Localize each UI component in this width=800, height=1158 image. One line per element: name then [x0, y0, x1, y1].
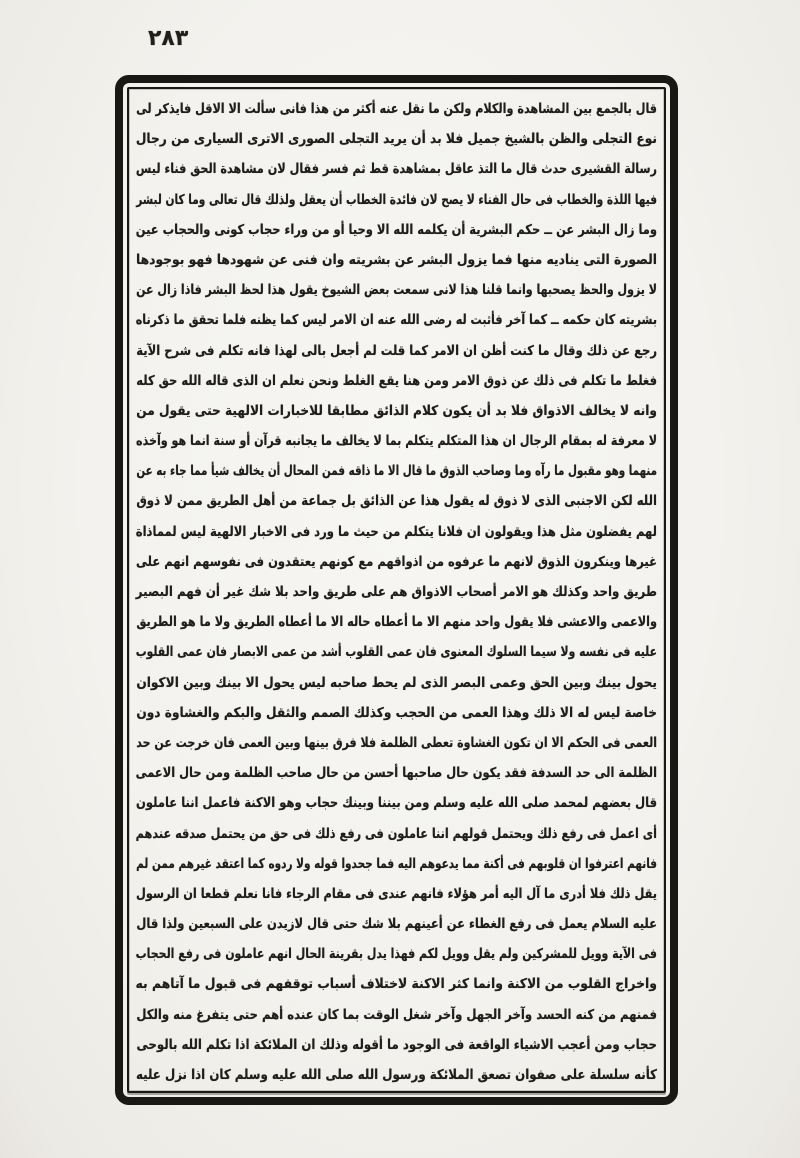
text-line: فيها اللذة والخطاب فى حال الفناء لا يصح لان فائدة الخطاب أن يعقل ولذلك قال تعالى وما كان لبشر — [136, 191, 657, 208]
text-line: عليه السلام يعمل فى رفع الغطاء عن أعينهم بلا شك حتى قال لازيدن على السبعين ولذا قال — [136, 916, 657, 933]
text-line: كأنه سلسلة على صفوان تصعق الملائكة ورسول الله صلى الله عليه وسلم كان اذا نزل عليه — [135, 1067, 657, 1083]
text-line: حجاب ومن أعجب الاشياء الواقعة فى الوجود ما أقوله وذلك ان الملائكة اذا تكلم الله بالوحى — [136, 1036, 657, 1053]
text-line: خاصة ليس له الا ذلك وهذا العمى من الحجب وكذلك الصمم والثقل والبكم والغشاوة دون — [136, 704, 658, 721]
text-line: طريق واحد وكذلك هو الامر أصحاب الاذواق هم على طريق واحد بلا شك غير أن فهم البصير — [135, 584, 657, 600]
text-frame — [127, 87, 666, 1093]
text-line: الظلمة الى حد السدفة فقد يكون حال صاحبها أحسن من حال صاحب الظلمة ومن حال الاعمى — [135, 765, 657, 782]
text-line: عليه فى نفسه ولا سيما السلوك المعنوى فان عمى القلوب أشد من عمى الابصار فان عمى القلوب — [135, 644, 657, 661]
text-line: يحول بينك وبين الحق وعمى البصر الذى لم يحط صاحبه ليس يحول الا بينك وبين الاكوان — [136, 674, 657, 691]
text-line: قال بالجمع بين المشاهدة والكلام ولكن ما نقل عنه أكثر من هذا فانى سألت الا الاقل فايذكر لى — [136, 101, 658, 117]
text-line: واخراج القلوب من الاكنة وانما كثر الاكنة لاختلاف أسباب توقفهم فى قبول ما آتاهم به — [135, 976, 657, 993]
text-line: فانهم اعترفوا ان قلوبهم فى أكنة مما يدعوهم اليه فما جحدوا قوله ولا ردوه كما اعتقد غيرهم ممن لم — [136, 855, 658, 872]
text-line: أى اعمل فى رفع ذلك ويحتمل قولهم اننا عاملون فى رفع ذلك فى حق من يحتمل صدقه عندهم — [135, 825, 657, 842]
text-line: فى الآية وويل للمشركين ولم يقل وويل لكم فهذا يدل بقرينة الحال انهم عاملون فى رفع الحجاب — [135, 946, 657, 963]
text-line: نوع التجلى والظن بالشيخ جميل فلا بد أن يريد التجلى الصورى الاترى السيارى من رجال — [135, 131, 657, 148]
text-line: الصورة التى يناديه منها فما يزول البشر عن بشريته وان فنى عن شهودها فهو بوجودها — [136, 251, 657, 268]
text-line: غيرها وينكرون الذوق لانهم ما عرفوه من اذواقهم مع كونهم يعتقدون فى نفوسهم انهم على — [135, 553, 657, 570]
text-line: وانه لا يخالف الاذواق فلا بد أن يكون كلام الذائق مطابقا للاخبارات الالهية حتى يقول من — [136, 402, 657, 419]
text-line: يقل ذلك فلا أدرى ما آل اليه أمر هؤلاء فانهم عندى فى مقام الرجاء فانا نعلم قطعا ان الرسول — [135, 885, 657, 902]
text-line: وما زال البشر عن ــ حكم البشرية أن يكلمه الله الا وحيا أو من وراء حجاب كونى والحجاب عين — [135, 221, 657, 238]
text-line: رجع عن ذلك وقال ما كنت أظن ان الامر كما قلت لم أجعل بالى لهذا فانه تكلم فى شرح الآية — [136, 342, 657, 359]
text-line: بشريته كان حكمه ــ كما آخر فأثبت له رضى الله عنه ان الامر ليس كما يظنه فلما تحقق ما ذكرناه — [135, 312, 658, 329]
text-line: منهما وهو مقبول ما رآه وما وصاحب الذوق ما قال الا ما ذاقه فمن المحال أن يخالف شيأ مما جاء به عن — [136, 463, 657, 480]
text-block — [129, 89, 664, 1091]
text-line: فمنهم من كنه الحسد وآخر الجهل وآخر شغل الوقت بما كان عنده أهم حتى يتفرغ منه والكل — [136, 1006, 657, 1023]
page-number: ٢٨٣ — [148, 26, 189, 51]
text-line: فغلط ما تكلم فى ذلك عن ذوق الامر ومن هنا يقع الغلط ونحن نعلم ان الذى قاله الله حق كله — [136, 372, 657, 389]
text-line: الله لكن الاجنبى الذى لا ذوق له يقول هذا عن الذائق بل جماعة من أهل الطريق ممن لا ذوق — [136, 493, 657, 510]
text-line: لهم يفضلون مثل هذا ويقولون ان فلانا يتكلم من حيث ما ورد فى الاخبار الالهية ليس لمماذاة — [135, 523, 657, 540]
text-line: لا يزول والحظ يصحبها وانما قلنا هذا لانى سمعت بعض الشيوخ يقول هذا لحظ البشر فاذا زال عن — [136, 282, 657, 299]
text-line: قال بعضهم لمحمد صلى الله عليه وسلم ومن بيننا وبينك حجاب وهو الاكنة فاعمل اننا عاملون — [136, 795, 658, 812]
text-line: العمى فى الحكم الا ان تكون الغشاوة تعطى الظلمة فلا فرق بينها وبين العمى فان خرجت عن حد — [136, 734, 658, 751]
text-line: والاعمى والاعشى فلا يقول واحد منهم الا ما أعطاه حاله الا ما أعطاه الطريق ولا ما هو الطريق — [136, 614, 657, 631]
text-line: رسالة القشيرى حدث قال ما التذ عاقل بمشاهدة قط ثم فسر فقال لان مشاهدة الحق فناء ليس — [135, 161, 657, 178]
text-line: لا معرفة له بمقام الرجال ان هذا المتكلم يتكلم بما لا يخالف ما يجانبه قرآن أو سنة انما هو وآخذه — [136, 433, 657, 450]
